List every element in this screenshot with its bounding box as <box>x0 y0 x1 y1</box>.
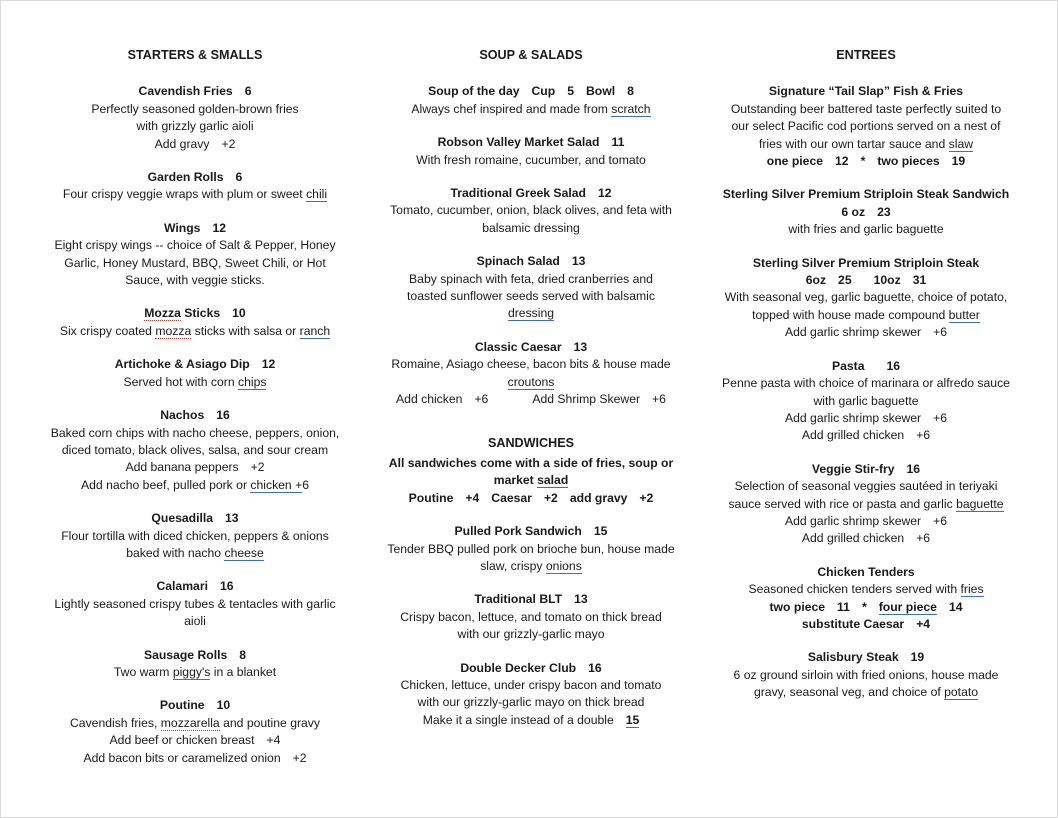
item-desc: sticks with salsa or <box>191 323 300 338</box>
item-desc: Cavendish fries, <box>70 715 161 730</box>
single-price: 15 <box>625 712 640 727</box>
item-desc-marked: mozzarella <box>160 715 220 730</box>
extra-price: +4 <box>266 733 281 748</box>
item-desc: Garlic, Honey Mustard, BBQ, Sweet Chili, or Hot <box>64 255 326 270</box>
item-desc: Flour tortilla with diced chicken, peppers & onions <box>61 528 329 543</box>
item-desc: Two warm <box>113 664 173 679</box>
item-name: Artichoke & Asiago Dip <box>114 357 250 372</box>
item-name: Calamari <box>156 579 208 594</box>
menu-item <box>43 697 347 767</box>
item-desc-marked: croutons <box>507 374 555 389</box>
item-desc: Six crispy coated <box>59 323 156 338</box>
item-price: 6 <box>235 170 243 185</box>
item-desc: Tomato, cucumber, onion, black olives, and feta with <box>390 203 672 218</box>
note-line: All sandwiches come with a side of fries, soup or <box>388 455 674 470</box>
portion-label: two pieces <box>877 154 940 169</box>
item-desc: Lightly seasoned crispy tubes & tentacles with garlic <box>54 596 336 611</box>
item-name: Poutine <box>159 698 205 713</box>
item-desc: our select Pacific cod portions served on a nest of <box>731 119 1001 134</box>
extra-label: Add gravy <box>154 136 210 151</box>
bowl-label: Bowl <box>585 84 616 99</box>
cup-price: 5 <box>567 84 574 99</box>
item-price: 16 <box>588 660 602 675</box>
item-price: 8 <box>239 647 247 662</box>
item-desc: with fries and garlic baguette <box>788 222 944 237</box>
note-line: market <box>493 473 538 488</box>
side-option-label: Poutine <box>408 490 454 505</box>
size-label: 6 oz <box>841 204 866 219</box>
item-desc-marked: ranch <box>299 323 331 338</box>
item-price: 11 <box>611 135 625 150</box>
size-label: 6oz <box>805 273 827 288</box>
portion-label: one piece <box>766 154 824 169</box>
side-option-price: +2 <box>639 490 654 505</box>
item-desc: gravy, seasonal veg, and choice of <box>753 685 945 700</box>
item-name: Pulled Pork Sandwich <box>454 524 582 539</box>
item-name: Sterling Silver Premium Striploin Steak <box>752 255 980 270</box>
extra-marked: chicken + <box>250 477 303 492</box>
menu-item <box>381 591 681 643</box>
section-heading: STARTERS & SMALLS <box>127 48 263 62</box>
menu-item <box>43 407 347 494</box>
item-desc: Tender BBQ pulled pork on brioche bun, house made <box>387 541 675 556</box>
item-name-marked: Mozza <box>144 306 181 321</box>
menu-item <box>43 220 347 290</box>
addon-price: +6 <box>652 392 666 407</box>
menu-item <box>381 339 681 409</box>
extra-label: Add grilled chicken <box>801 428 905 443</box>
item-price: 12 <box>261 357 276 372</box>
item-desc: Sauce, with veggie sticks. <box>125 273 265 288</box>
portion-label: four piece <box>878 599 937 614</box>
side-option-label: Caesar <box>491 490 532 505</box>
item-price: 16 <box>886 358 901 373</box>
item-name: Traditional Greek Salad <box>450 186 586 201</box>
item-desc: With seasonal veg, garlic baguette, choice of potato, <box>724 290 1008 305</box>
item-desc-marked: chips <box>238 374 267 389</box>
item-price: 12 <box>212 220 226 235</box>
item-desc: Penne pasta with choice of marinara or alfredo sauce <box>722 376 1010 391</box>
item-name: Veggie Stir-fry <box>811 461 895 476</box>
item-desc-marked: onions <box>545 558 582 573</box>
item-name: Salisbury Steak <box>807 650 899 665</box>
item-desc: Baked corn chips with nacho cheese, peppers, onion, <box>50 425 340 440</box>
item-desc: balsamic dressing <box>482 220 580 235</box>
item-desc-marked: piggy's <box>172 664 211 679</box>
menu-item <box>381 83 681 118</box>
extra-price: +6 <box>933 325 948 340</box>
addon-price: +6 <box>474 392 489 407</box>
single-label: Make it a single instead of a double <box>422 712 614 727</box>
item-price: 16 <box>216 408 230 423</box>
item-desc: Eight crispy wings -- choice of Salt & Pepper, Honey <box>54 238 336 253</box>
item-desc: sauce served with rice or pasta and garlic <box>728 496 957 511</box>
item-name: Signature “Tail Slap” Fish & Fries <box>768 84 964 99</box>
extra-price: 6 <box>302 477 309 492</box>
item-desc: with grizzly garlic aioli <box>136 119 254 134</box>
item-desc: With fresh romaine, cucumber, and tomato <box>416 152 646 167</box>
item-price: 10 <box>232 306 246 321</box>
menu-item <box>381 185 681 237</box>
section-heading: ENTREES <box>836 48 896 62</box>
item-desc-marked: fries <box>960 582 984 597</box>
item-name: Sausage Rolls <box>143 647 228 662</box>
menu-item <box>43 578 347 630</box>
menu-item <box>43 305 347 340</box>
item-desc: fries with our own tartar sauce and <box>758 136 949 151</box>
extra-price: +2 <box>292 750 307 765</box>
extra-label: Add beef or chicken breast <box>109 733 255 748</box>
item-price: 6 <box>244 84 252 99</box>
item-desc: topped with house made compound <box>752 307 949 322</box>
extra-label: Add banana peppers <box>125 460 239 475</box>
item-desc-marked: mozza <box>155 323 192 338</box>
portion-price: 11 <box>837 599 850 614</box>
sandwich-note <box>381 455 681 507</box>
item-name: Soup of the day <box>428 84 520 99</box>
item-name: Sterling Silver Premium Striploin Steak Sandwich <box>722 187 1010 202</box>
extra-label: Add garlic shrimp skewer <box>784 325 922 340</box>
item-desc: 6 oz ground sirloin with fried onions, house made <box>733 667 999 682</box>
item-price: 13 <box>225 511 239 526</box>
menu-item <box>717 564 1015 634</box>
item-desc: Perfectly seasoned golden-brown fries <box>91 101 299 116</box>
separator: * <box>861 599 867 614</box>
size-price: 31 <box>912 273 927 288</box>
item-desc-marked: butter <box>948 307 980 322</box>
item-price: 16 <box>219 579 234 594</box>
substitute-label: substitute Caesar <box>801 616 905 631</box>
item-name: Garden Rolls <box>147 170 224 185</box>
item-price: 12 <box>597 186 612 201</box>
extra-price: +6 <box>916 531 931 546</box>
menu-item <box>43 647 347 682</box>
size-label: 10oz <box>873 273 901 288</box>
menu-item <box>717 83 1015 170</box>
portion-price: 12 <box>835 154 849 169</box>
item-desc: Four crispy veggie wraps with plum or sweet <box>62 187 307 202</box>
item-price: 16 <box>906 461 921 476</box>
size-price: 25 <box>838 273 852 288</box>
menu-item <box>717 358 1015 445</box>
item-name: Sticks <box>180 306 221 321</box>
item-desc: with our grizzly-garlic mayo on thick bread <box>417 695 645 710</box>
note-marked: salad <box>537 473 569 488</box>
substitute-price: +4 <box>916 616 931 631</box>
side-option-price: +4 <box>465 490 480 505</box>
section-heading: SANDWICHES <box>487 435 575 450</box>
extra-label: Add garlic shrimp skewer <box>784 410 922 425</box>
item-desc: with garlic baguette <box>813 393 919 408</box>
item-desc: with our grizzly-garlic mayo <box>457 627 605 642</box>
item-desc: Romaine, Asiago cheese, bacon bits & house made <box>391 357 671 372</box>
entrees-column <box>717 47 1015 718</box>
item-price: 10 <box>216 698 231 713</box>
item-desc: in a blanket <box>210 664 277 679</box>
item-desc: Baby spinach with feta, dried cranberries and <box>409 271 653 286</box>
item-desc: Always chef inspired and made from <box>411 101 612 116</box>
menu-item <box>43 83 347 153</box>
item-name: Cavendish Fries <box>138 84 233 99</box>
menu-item <box>717 186 1015 238</box>
item-desc-marked: chili <box>306 187 328 202</box>
side-option-price: +2 <box>543 490 558 505</box>
item-desc-marked: baguette <box>956 496 1004 511</box>
extra-price: +2 <box>221 136 236 151</box>
extra-label: Add grilled chicken <box>801 531 905 546</box>
item-name: Chicken Tenders <box>817 564 915 579</box>
item-desc-marked: scratch <box>611 101 651 116</box>
bowl-price: 8 <box>627 84 634 99</box>
portion-price: 14 <box>948 599 963 614</box>
item-name: Spinach Salad <box>476 254 560 269</box>
extra-label: Add bacon bits or caramelized onion <box>83 750 281 765</box>
menu-item <box>717 255 1015 342</box>
item-desc-marked: slaw <box>948 136 974 151</box>
item-desc: aioli <box>184 614 206 629</box>
item-name: Wings <box>163 220 201 235</box>
item-desc-marked: potato <box>944 685 979 700</box>
extra-label: Add garlic shrimp skewer <box>784 513 922 528</box>
item-desc: Outstanding beer battered taste perfectly suited to <box>730 101 1002 116</box>
menu-item <box>381 660 681 730</box>
item-desc: Chicken, lettuce, under crispy bacon and tomato <box>400 677 662 692</box>
separator: * <box>860 154 866 169</box>
portion-price: 19 <box>951 154 966 169</box>
item-name: Double Decker Club <box>460 660 577 675</box>
addon-label: Add Shrimp Skewer <box>532 392 641 407</box>
item-desc: and poutine gravy <box>219 715 320 730</box>
extra-price: +2 <box>250 460 265 475</box>
menu-item <box>381 253 681 323</box>
item-desc: diced tomato, black olives, salsa, and sour cream <box>61 442 329 457</box>
extra-label: Add nacho beef, pulled pork or <box>81 477 251 492</box>
item-desc: Crispy bacon, lettuce, and tomato on thick bread <box>400 609 662 624</box>
cup-label: Cup <box>531 84 556 99</box>
item-price: 13 <box>574 592 588 607</box>
menu-item <box>43 356 347 391</box>
menu-item <box>717 461 1015 548</box>
starters-column <box>43 47 347 783</box>
item-desc-marked: cheese <box>224 545 264 560</box>
extra-price: +6 <box>916 428 931 443</box>
menu-item <box>43 169 347 204</box>
item-desc: baked with nacho <box>126 545 225 560</box>
extra-price: +6 <box>933 513 948 528</box>
item-desc: Seasoned chicken tenders served with <box>748 582 961 597</box>
soups-column <box>381 47 681 745</box>
menu-item <box>381 134 681 169</box>
item-desc: Served hot with corn <box>123 374 239 389</box>
section-heading: SOUP & SALADS <box>479 48 583 62</box>
portion-label: two piece <box>769 599 826 614</box>
item-name: Quesadilla <box>151 511 214 526</box>
side-option-label: add gravy <box>569 490 628 505</box>
extra-price: +6 <box>933 410 948 425</box>
item-name: Nachos <box>160 408 205 423</box>
item-price: 15 <box>593 524 608 539</box>
menu-item <box>717 649 1015 701</box>
addon-label: Add chicken <box>396 392 463 407</box>
size-price: 23 <box>877 204 891 219</box>
item-price: 13 <box>571 254 586 269</box>
menu-item <box>43 510 347 562</box>
item-price: 19 <box>910 650 925 665</box>
item-desc-marked: dressing <box>507 306 555 321</box>
item-name: Classic Caesar <box>474 339 562 354</box>
item-price: 13 <box>573 339 588 354</box>
item-name: Robson Valley Market Salad <box>437 135 600 150</box>
menu-item <box>381 523 681 575</box>
item-name: Traditional BLT <box>474 592 563 607</box>
item-name: Pasta <box>831 358 865 373</box>
item-desc: Selection of seasonal veggies sautéed in teriyaki <box>734 479 998 494</box>
item-desc: slaw, crispy <box>480 558 546 573</box>
item-desc: toasted sunflower seeds served with balsamic <box>407 289 655 304</box>
